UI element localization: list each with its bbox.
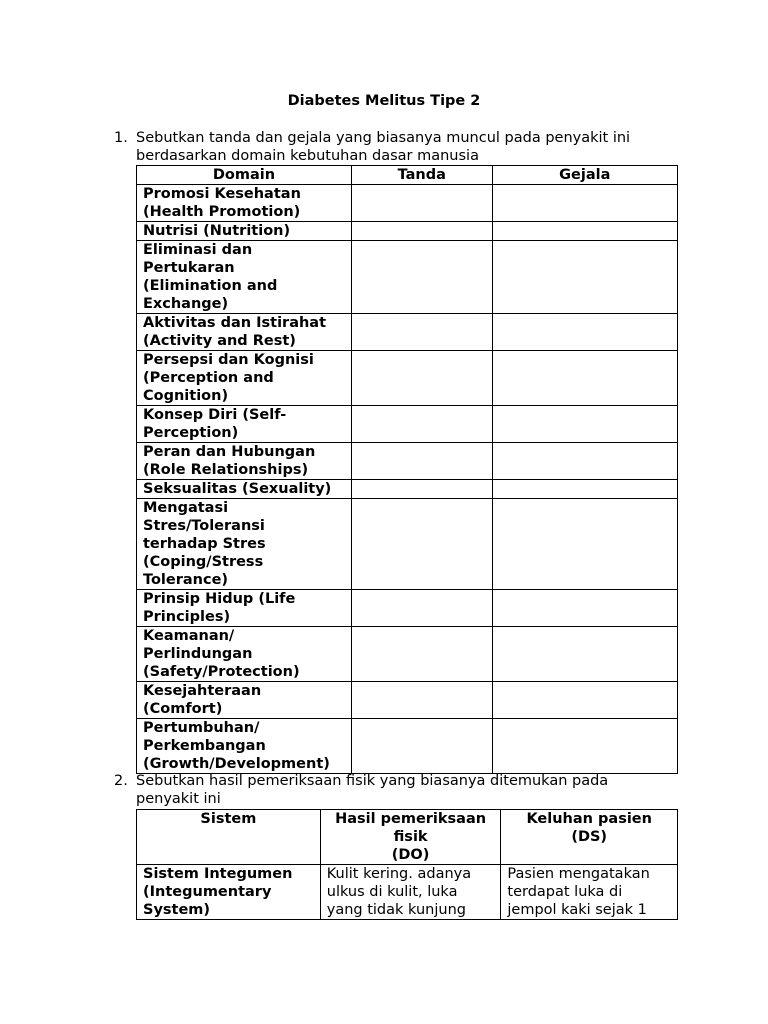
gejala-cell[interactable]: [492, 241, 677, 314]
table-row: [137, 185, 678, 222]
domain-label-line: (Elimination and: [143, 278, 278, 294]
ds-cell: [501, 865, 678, 920]
domain-cell: [137, 443, 352, 480]
tanda-cell[interactable]: [351, 222, 492, 241]
domain-cell: [137, 314, 352, 351]
question-2-text: [136, 772, 608, 808]
table-row: [137, 719, 678, 774]
domain-label-line: Konsep Diri (Self-: [143, 407, 287, 423]
domain-label-line: (Activity and Rest): [143, 333, 296, 349]
gejala-cell[interactable]: [492, 185, 677, 222]
tanda-cell[interactable]: [351, 314, 492, 351]
domain-cell: [137, 241, 352, 314]
domain-label-line: Perception): [143, 425, 239, 441]
gejala-cell[interactable]: [492, 443, 677, 480]
header-line: fisik: [393, 829, 428, 845]
ds-line: Pasien mengatakan: [507, 866, 650, 882]
gejala-cell[interactable]: [492, 222, 677, 241]
gejala-cell[interactable]: [492, 351, 677, 406]
domain-signs-symptoms-table: [136, 165, 678, 774]
header-line: (DO): [391, 847, 430, 863]
table2-header-do: [320, 810, 501, 865]
domain-label-line: Promosi Kesehatan: [143, 186, 301, 202]
tanda-cell[interactable]: [351, 241, 492, 314]
domain-label-line: terhadap Stres: [143, 536, 266, 552]
table1-header-domain: Domain: [137, 166, 352, 185]
domain-label-line: Perlindungan: [143, 646, 253, 662]
domain-label-line: Mengatasi: [143, 500, 229, 516]
table2-header-sistem: [137, 810, 321, 865]
domain-cell: [137, 406, 352, 443]
domain-label-line: Kesejahteraan: [143, 683, 262, 699]
question-1-text-line: berdasarkan domain kebutuhan dasar manusia: [136, 148, 479, 164]
domain-label-line: Persepsi dan Kognisi: [143, 352, 314, 368]
header-line: (DS): [571, 829, 608, 845]
domain-cell: [137, 480, 352, 499]
tanda-cell[interactable]: [351, 499, 492, 590]
domain-label-line: (Growth/Development): [143, 756, 330, 772]
gejala-cell[interactable]: [492, 627, 677, 682]
domain-label-line: (Comfort): [143, 701, 223, 717]
do-line: yang tidak kunjung: [326, 902, 466, 918]
ds-line: terdapat luka di: [507, 884, 623, 900]
table-row: [137, 241, 678, 314]
gejala-cell[interactable]: [492, 719, 677, 774]
domain-label-line: Principles): [143, 609, 231, 625]
domain-cell: [137, 627, 352, 682]
tanda-cell[interactable]: [351, 719, 492, 774]
domain-label-line: Tolerance): [143, 572, 229, 588]
table1-header-row: [137, 166, 678, 185]
document-title: Diabetes Melitus Tipe 2: [287, 93, 481, 109]
table-row: [137, 314, 678, 351]
domain-label-line: (Coping/Stress: [143, 554, 264, 570]
question-1-text: [136, 129, 630, 165]
domain-label-line: Pertukaran: [143, 260, 235, 276]
table-row: [137, 590, 678, 627]
gejala-cell[interactable]: [492, 314, 677, 351]
domain-label-line: Keamanan/: [143, 628, 235, 644]
tanda-cell[interactable]: [351, 480, 492, 499]
sistem-cell: [137, 865, 321, 920]
domain-label-line: Pertumbuhan/: [143, 720, 260, 736]
do-line: Kulit kering. adanya: [326, 866, 472, 882]
domain-label-line: Eliminasi dan: [143, 242, 253, 258]
gejala-cell[interactable]: [492, 682, 677, 719]
tanda-cell[interactable]: [351, 185, 492, 222]
domain-label-line: Nutrisi (Nutrition): [143, 223, 291, 239]
table-row: [137, 499, 678, 590]
domain-label-line: (Safety/Protection): [143, 664, 300, 680]
header-line: Hasil pemeriksaan: [335, 811, 487, 827]
table1-header-tanda: Tanda: [351, 166, 492, 185]
tanda-cell[interactable]: [351, 406, 492, 443]
domain-cell: [137, 351, 352, 406]
domain-label-line: (Health Promotion): [143, 204, 301, 220]
question-1-text-line: Sebutkan tanda dan gejala yang biasanya muncul pada penyakit ini: [136, 130, 631, 146]
gejala-cell[interactable]: [492, 406, 677, 443]
ds-line: jempol kaki sejak 1: [507, 902, 647, 918]
domain-label-line: Exchange): [143, 296, 229, 312]
domain-cell: [137, 185, 352, 222]
table-row: [137, 865, 678, 920]
domain-cell: [137, 222, 352, 241]
sistem-line: (Integumentary: [143, 884, 272, 900]
sistem-line: System): [143, 902, 211, 918]
domain-label-line: (Role Relationships): [143, 462, 309, 478]
question-2-text-line: Sebutkan hasil pemeriksaan fisik yang biasanya ditemukan pada: [136, 773, 609, 789]
do-cell: [320, 865, 501, 920]
tanda-cell[interactable]: [351, 682, 492, 719]
domain-label-line: (Perception and: [143, 370, 274, 386]
domain-cell: [137, 719, 352, 774]
domain-label-line: Aktivitas dan Istirahat: [143, 315, 327, 331]
table2-header-row: [137, 810, 678, 865]
gejala-cell[interactable]: [492, 499, 677, 590]
domain-label-line: Prinsip Hidup (Life: [143, 591, 296, 607]
domain-label-line: Seksualitas (Sexuality): [143, 481, 332, 497]
question-1-number: 1.: [114, 130, 128, 146]
tanda-cell[interactable]: [351, 590, 492, 627]
tanda-cell[interactable]: [351, 351, 492, 406]
table-row: [137, 480, 678, 499]
table-row: [137, 682, 678, 719]
domain-label-line: Perkembangan: [143, 738, 266, 754]
physical-exam-table: [136, 809, 678, 920]
domain-label-line: Cognition): [143, 388, 229, 404]
question-2-text-line: penyakit ini: [136, 791, 221, 807]
table1-header-gejala: Gejala: [492, 166, 677, 185]
domain-cell: [137, 590, 352, 627]
table2-header-ds: [501, 810, 678, 865]
table-row: [137, 222, 678, 241]
sistem-line: Sistem Integumen: [143, 866, 293, 882]
header-line: Keluhan pasien: [526, 811, 652, 827]
table-row: [137, 406, 678, 443]
table-row: [137, 443, 678, 480]
tanda-cell[interactable]: [351, 627, 492, 682]
domain-cell: [137, 682, 352, 719]
gejala-cell[interactable]: [492, 590, 677, 627]
domain-cell: [137, 499, 352, 590]
do-line: ulkus di kulit, luka: [326, 884, 458, 900]
domain-label-line: Stres/Toleransi: [143, 518, 265, 534]
table-row: [137, 627, 678, 682]
tanda-cell[interactable]: [351, 443, 492, 480]
header-line: Sistem: [200, 811, 257, 827]
question-2-number: 2.: [114, 773, 128, 789]
gejala-cell[interactable]: [492, 480, 677, 499]
table-row: [137, 351, 678, 406]
domain-label-line: Peran dan Hubungan: [143, 444, 316, 460]
